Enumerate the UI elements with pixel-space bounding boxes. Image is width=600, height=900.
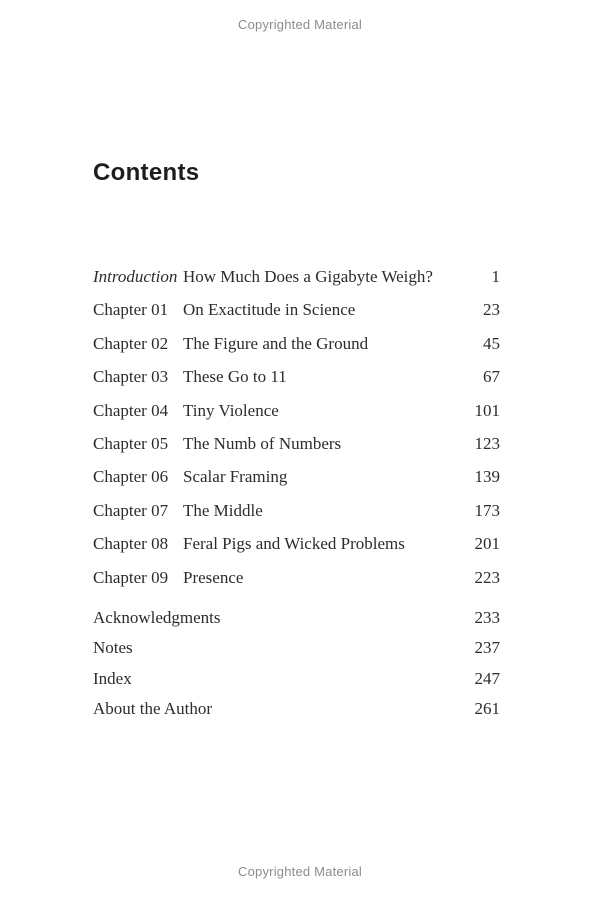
toc-entry-title: How Much Does a Gigabyte Weigh? <box>183 267 433 286</box>
toc-entry-title: The Middle <box>183 500 263 520</box>
toc-entry-page-number: 101 <box>474 400 500 420</box>
toc-entry-label: Chapter 06 <box>93 467 169 487</box>
toc-entry-title: Scalar Framing <box>183 467 288 487</box>
toc-entry-page-number: 67 <box>483 367 500 387</box>
toc-entry-page-number: 23 <box>483 300 500 320</box>
toc-entry-title: On Exactitude in Science <box>183 300 356 320</box>
copyrighted-material-top: Copyrighted Material <box>238 17 362 32</box>
toc-back-matter-page-number: 237 <box>474 638 500 658</box>
toc-back-matter-title: About the Author <box>93 699 212 719</box>
toc-back-matter-page-number: 233 <box>474 607 500 627</box>
toc-entry-label: Chapter 01 <box>93 300 169 320</box>
toc-entry <box>93 260 500 293</box>
toc-entry-title: The Figure and the Ground <box>183 333 369 353</box>
toc-entry-title: These Go to 11 <box>183 367 287 387</box>
table-of-contents <box>93 260 500 724</box>
toc-back-matter-list <box>93 603 500 725</box>
toc-entry <box>93 494 500 527</box>
toc-entry <box>93 460 500 493</box>
toc-back-matter-entry <box>93 664 500 694</box>
toc-entry <box>93 561 500 594</box>
toc-entry-title: The Numb of Numbers <box>183 433 342 453</box>
toc-entry-page-number: 45 <box>483 333 500 353</box>
toc-entry-page-number: 173 <box>474 500 500 520</box>
toc-back-matter-title: Index <box>93 668 132 688</box>
toc-entry-label: Chapter 05 <box>93 433 169 453</box>
toc-entry-title: Tiny Violence <box>183 400 279 420</box>
toc-entry-title: Presence <box>183 567 244 587</box>
toc-entry-label: Chapter 03 <box>93 367 169 387</box>
toc-entry <box>93 527 500 560</box>
toc-entry <box>93 293 500 326</box>
toc-entry <box>93 427 500 460</box>
toc-entry-page-number: 201 <box>474 534 500 554</box>
toc-back-matter-title: Notes <box>93 638 133 658</box>
toc-entry-page-number: 123 <box>474 433 500 453</box>
toc-back-matter-page-number: 247 <box>474 668 500 688</box>
toc-back-matter-entry <box>93 633 500 663</box>
toc-entry <box>93 394 500 427</box>
toc-entry <box>93 327 500 360</box>
toc-entry-label: Chapter 02 <box>93 333 169 353</box>
toc-back-matter-entry <box>93 694 500 724</box>
toc-chapter-list <box>93 260 500 594</box>
toc-back-matter-title: Acknowledgments <box>93 607 221 627</box>
toc-entry-page-number: 1 <box>491 267 500 286</box>
toc-entry-label: Introduction <box>93 267 178 286</box>
toc-entry-label: Chapter 09 <box>93 567 169 587</box>
copyrighted-material-bottom: Copyrighted Material <box>238 864 362 879</box>
toc-back-matter-entry <box>93 603 500 633</box>
toc-back-matter-page-number: 261 <box>474 699 500 719</box>
toc-entry-label: Chapter 08 <box>93 534 169 554</box>
toc-entry-page-number: 139 <box>474 467 500 487</box>
toc-entry <box>93 360 500 393</box>
toc-entry-title: Feral Pigs and Wicked Problems <box>183 534 405 554</box>
page-title: Contents <box>93 159 200 187</box>
toc-entry-label: Chapter 07 <box>93 500 169 520</box>
toc-entry-label: Chapter 04 <box>93 400 169 420</box>
toc-entry-page-number: 223 <box>474 567 500 587</box>
